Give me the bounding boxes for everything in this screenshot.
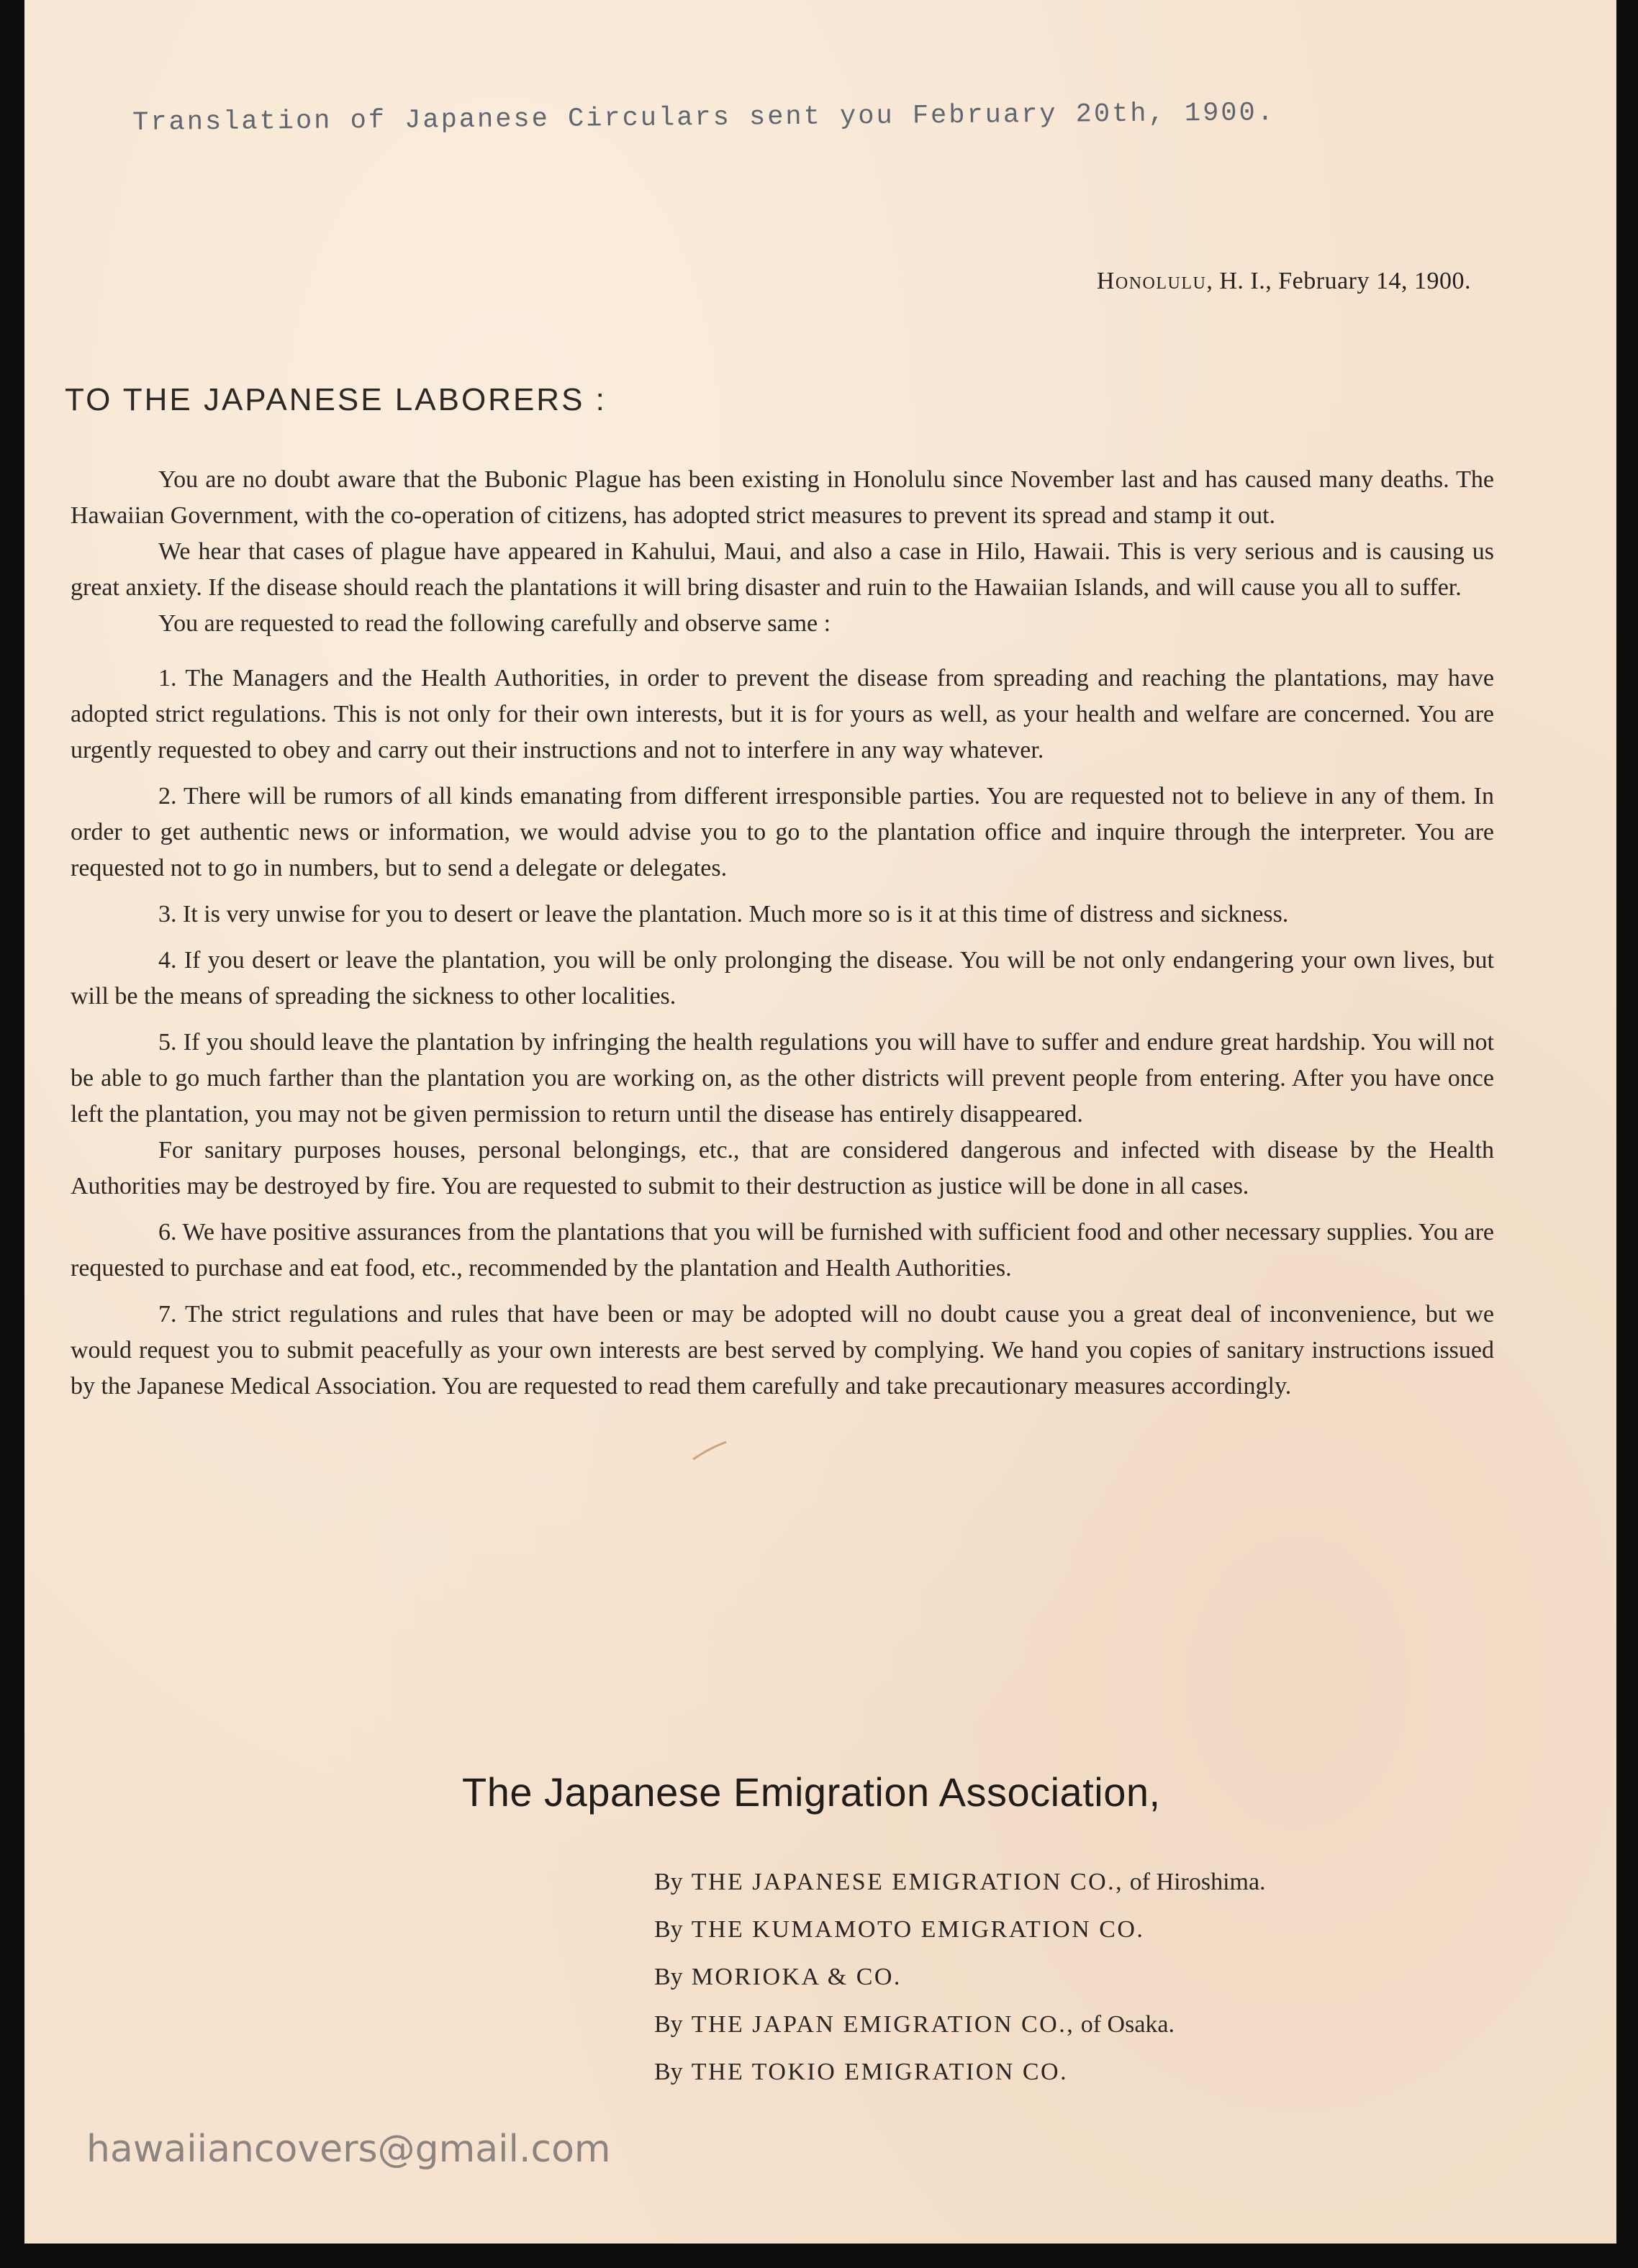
agent-row <box>654 2049 1266 2096</box>
numbered-item-3: 3. It is very unwise for you to desert or leave the plantation. Much more so is it at this time of distress and sickness. <box>158 901 1289 927</box>
intro-paragraph-2: We hear that cases of plague have appeared in Kahului, Maui, and also a case in Hilo, Hawaii. This is very serious and is causing us great anxiety. If the disease should reach the plantations it will bring disaster and ruin to the Hawaiian Islands, and will cause you all to suffer. <box>71 538 1494 601</box>
agent-by: By <box>654 2011 683 2038</box>
association-signature: The Japanese Emigration Association, <box>462 1769 1161 1815</box>
document-sheet <box>24 0 1616 2244</box>
ink-stain-mark <box>690 1441 729 1461</box>
agent-suffix: of Osaka. <box>1080 2011 1175 2038</box>
dateline <box>1097 268 1471 295</box>
numbered-item-6: 6. We have positive assurances from the plantations that you will be furnished with sufficient food and other necessary supplies. You are requested to purchase and eat food, etc., recommended by the plantation and Health Authorities. <box>71 1219 1494 1282</box>
addressee-heading: TO THE JAPANESE LABORERS : <box>65 382 607 417</box>
numbered-item-5: 5. If you should leave the plantation by infringing the health regulations you will have to suffer and endure great hardship. You will not be able to go much farther than the plantation you are working on, as the other districts will prevent people from entering. After you have once left the plantation, you may not be given permission to return until the disease has entirely disappeared. <box>71 1029 1494 1128</box>
circular-body <box>71 462 1494 1405</box>
agent-row <box>654 2001 1266 2049</box>
intro-paragraph-1: You are no doubt aware that the Bubonic Plague has been existing in Honolulu since November last and has caused many deaths. The Hawaiian Government, with the co-operation of citizens, has adopted strict measures to prevent its spread and stamp it out. <box>71 466 1494 529</box>
dateline-date: , H. I., February 14, 1900. <box>1206 268 1471 294</box>
agent-suffix: of Hiroshima. <box>1129 1869 1266 1895</box>
watermark-email: hawaiiancovers@gmail.com <box>86 2128 611 2171</box>
numbered-item-5-continued: For sanitary purposes houses, personal belongings, etc., that are considered dangerous and infected with disease by the Health Authorities may be destroyed by fire. You are requested to submit to their destruction as justice will be done in all cases. <box>71 1137 1494 1199</box>
agent-company: THE KUMAMOTO EMIGRATION CO. <box>691 1916 1145 1943</box>
agent-row <box>654 1906 1266 1954</box>
intro-paragraph-3: You are requested to read the following carefully and observe same : <box>158 610 831 637</box>
agent-company: THE JAPANESE EMIGRATION CO., <box>691 1869 1124 1895</box>
agent-company: MORIOKA & CO. <box>691 1964 902 1990</box>
agent-row <box>654 1859 1266 1906</box>
agent-row <box>654 1954 1266 2001</box>
numbered-item-4: 4. If you desert or leave the plantation, you will be only prolonging the disease. You will be not only endangering your own lives, but will be the means of spreading the sickness to other localities. <box>71 947 1494 1010</box>
numbered-item-1: 1. The Managers and the Health Authorities, in order to prevent the disease from spreading and reaching the plantations, may have adopted strict regulations. This is not only for their own interests, but it is for yours as well, as your health and welfare are concerned. You are urgently requested to obey and carry out their instructions and not to interfere in any way whatever. <box>71 665 1494 763</box>
agent-by: By <box>654 1869 683 1895</box>
agent-company: THE JAPAN EMIGRATION CO., <box>691 2011 1075 2038</box>
numbered-item-2: 2. There will be rumors of all kinds emanating from different irresponsible parties. You are requested not to believe in any of them. In order to get authentic news or information, we would advise you to go to the plantation office and inquire through the interpreter. You are requested not to go in numbers, but to send a delegate or delegates. <box>71 783 1494 881</box>
dateline-place: Honolulu <box>1096 268 1207 294</box>
agent-by: By <box>654 1916 683 1943</box>
agent-by: By <box>654 1964 683 1990</box>
agent-list <box>654 1859 1266 2096</box>
numbered-item-7: 7. The strict regulations and rules that have been or may be adopted will no doubt cause you a great deal of inconvenience, but we would request you to submit peacefully as your own interests are best served by complying. We hand you copies of sanitary instructions issued by the Japanese Medical Association. You are requested to read them carefully and take precautionary measures accordingly. <box>71 1301 1494 1400</box>
agent-company: THE TOKIO EMIGRATION CO. <box>691 2059 1069 2085</box>
typed-translation-note: Translation of Japanese Circulars sent you February 20th, 1900. <box>132 98 1276 138</box>
agent-by: By <box>654 2059 683 2085</box>
